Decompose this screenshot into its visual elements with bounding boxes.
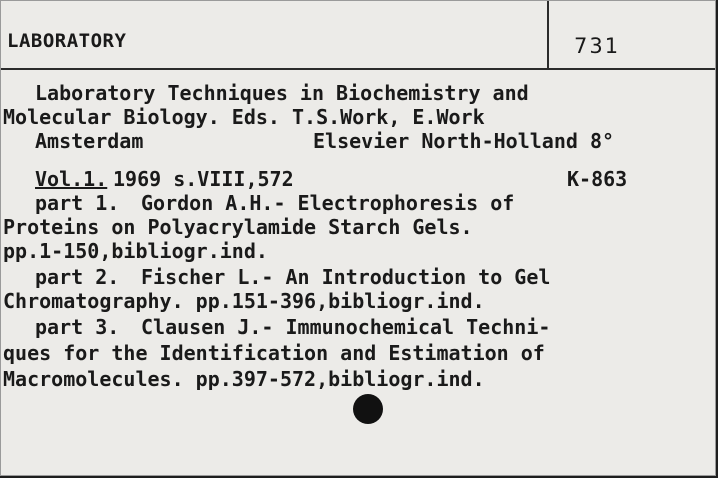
part-2-line-2: Chromatography. pp.151-396,bibliogr.ind. [3, 289, 485, 313]
part-3-label: part 3. [35, 315, 120, 339]
volume-details: 1969 s.VIII,572 [113, 167, 294, 191]
part-3-line-2: ques for the Identification and Estimation of [3, 341, 545, 365]
part-1-label: part 1. [35, 191, 120, 215]
volume-label: Vol.1. [35, 167, 108, 191]
title-line-1: Laboratory Techniques in Biochemistry and [35, 81, 529, 105]
part-3-line-1: Clausen J.- Immunochemical Techni- [141, 315, 551, 339]
filing-hole [353, 394, 383, 424]
card-number: 731 [574, 34, 621, 58]
shelfmark: K-863 [567, 167, 628, 191]
header-rule [1, 68, 715, 70]
header-divider [547, 1, 549, 69]
part-1-line-3: pp.1-150,bibliogr.ind. [3, 239, 268, 263]
subject-heading: LABORATORY [7, 30, 127, 52]
title-line-2: Molecular Biology. Eds. T.S.Work, E.Work [3, 105, 485, 129]
part-2-line-1: Fischer L.- An Introduction to Gel [141, 265, 551, 289]
place-of-publication: Amsterdam [35, 129, 144, 153]
part-3-line-3: Macromolecules. pp.397-572,bibliogr.ind. [3, 367, 485, 391]
part-2-label: part 2. [35, 265, 120, 289]
publisher: Elsevier North-Holland 8° [313, 129, 615, 153]
part-1-line-2: Proteins on Polyacrylamide Starch Gels. [3, 215, 473, 239]
part-1-line-1: Gordon A.H.- Electrophoresis of [141, 191, 515, 215]
